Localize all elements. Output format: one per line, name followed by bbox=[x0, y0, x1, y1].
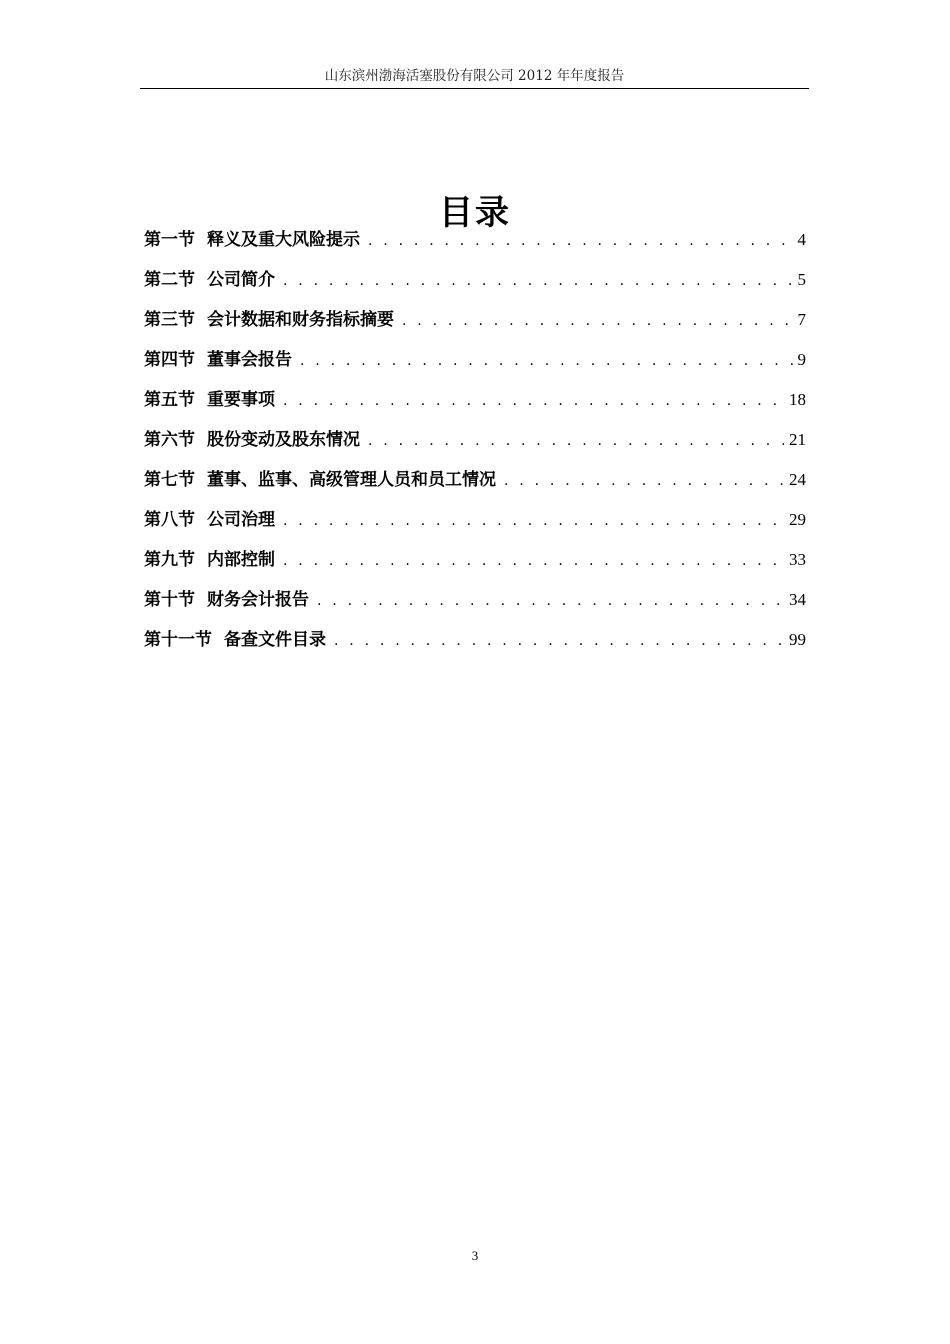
toc-dot-leader bbox=[283, 261, 794, 301]
toc-section-title: 公司治理 bbox=[207, 510, 275, 530]
toc-page-number: 4 bbox=[797, 230, 806, 249]
toc-page-number: 18 bbox=[789, 390, 806, 409]
page-header: 山东滨州渤海活塞股份有限公司 2012 年年度报告 bbox=[324, 68, 625, 84]
toc-dot-leader bbox=[283, 381, 785, 421]
toc-section-number: 第五节 bbox=[144, 390, 195, 410]
toc-item[interactable] bbox=[144, 220, 806, 260]
toc-item[interactable] bbox=[144, 500, 806, 540]
toc-item[interactable] bbox=[144, 340, 806, 380]
toc-section-number: 第一节 bbox=[144, 230, 195, 250]
header-divider bbox=[140, 88, 809, 89]
toc-page-number: 9 bbox=[797, 350, 806, 369]
toc-page-number: 29 bbox=[789, 510, 806, 529]
toc-item[interactable] bbox=[144, 620, 806, 660]
toc-page-number: 5 bbox=[797, 270, 806, 289]
toc-section-title: 公司简介 bbox=[207, 270, 275, 290]
toc-section-number: 第四节 bbox=[144, 350, 195, 370]
toc-section-number: 第七节 bbox=[144, 470, 195, 490]
toc-item[interactable] bbox=[144, 420, 806, 460]
page-number: 3 bbox=[471, 1248, 479, 1263]
toc-section-title: 会计数据和财务指标摘要 bbox=[207, 310, 394, 330]
toc-page-number: 33 bbox=[789, 550, 806, 569]
toc-dot-leader bbox=[368, 221, 794, 261]
toc-page-number: 99 bbox=[789, 630, 806, 649]
document-title: 目录 bbox=[439, 192, 511, 233]
toc-section-number: 第十一节 bbox=[144, 630, 212, 650]
toc-page-number: 7 bbox=[797, 310, 806, 329]
toc-page-number: 24 bbox=[789, 470, 806, 489]
toc-dot-leader bbox=[283, 541, 785, 581]
toc-item[interactable] bbox=[144, 460, 806, 500]
toc-item[interactable] bbox=[144, 300, 806, 340]
toc-section-title: 内部控制 bbox=[207, 550, 275, 570]
toc-dot-leader bbox=[283, 501, 785, 541]
toc-dot-leader bbox=[300, 341, 794, 381]
toc-page-number: 34 bbox=[789, 590, 806, 609]
toc-item[interactable] bbox=[144, 580, 806, 620]
toc-section-number: 第九节 bbox=[144, 550, 195, 570]
toc-dot-leader bbox=[317, 581, 785, 621]
toc-section-number: 第六节 bbox=[144, 430, 195, 450]
toc-section-title: 重要事项 bbox=[207, 390, 275, 410]
toc-dot-leader bbox=[402, 301, 794, 341]
toc-item[interactable] bbox=[144, 380, 806, 420]
toc-section-title: 董事、监事、高级管理人员和员工情况 bbox=[207, 470, 496, 490]
toc-dot-leader bbox=[334, 621, 785, 661]
toc-section-title: 备查文件目录 bbox=[224, 630, 326, 650]
toc-page-number: 21 bbox=[789, 430, 806, 449]
toc-item[interactable] bbox=[144, 260, 806, 300]
toc-section-title: 财务会计报告 bbox=[207, 590, 309, 610]
toc-section-number: 第三节 bbox=[144, 310, 195, 330]
toc-dot-leader bbox=[504, 461, 785, 501]
toc-section-title: 董事会报告 bbox=[207, 350, 292, 370]
toc-item[interactable] bbox=[144, 540, 806, 580]
toc-section-number: 第八节 bbox=[144, 510, 195, 530]
toc-section-title: 释义及重大风险提示 bbox=[207, 230, 360, 250]
table-of-contents bbox=[144, 220, 806, 660]
toc-section-title: 股份变动及股东情况 bbox=[207, 430, 360, 450]
toc-section-number: 第十节 bbox=[144, 590, 195, 610]
toc-dot-leader bbox=[368, 421, 785, 461]
toc-section-number: 第二节 bbox=[144, 270, 195, 290]
